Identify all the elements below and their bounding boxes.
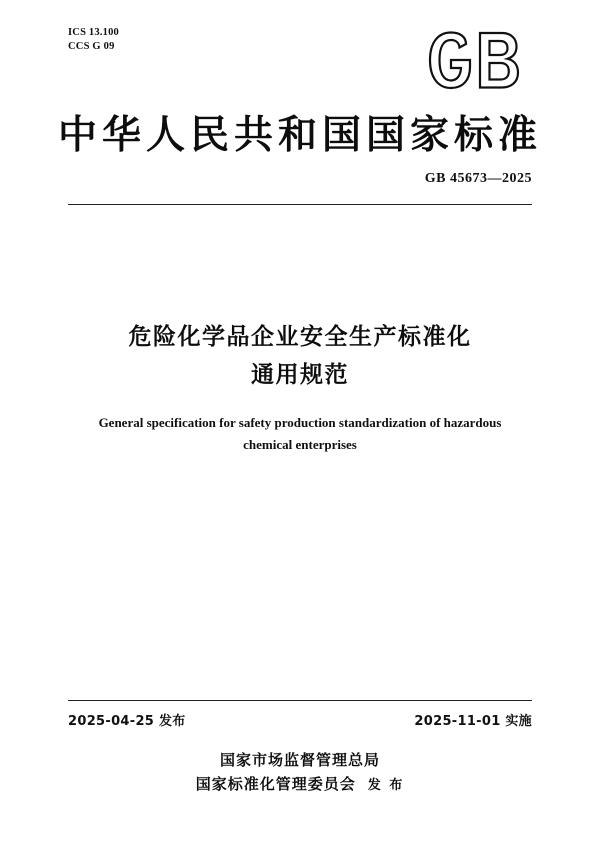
- implementation-date: 2025-11-01 实施: [414, 714, 532, 729]
- publish-label: 发 布: [367, 778, 405, 793]
- document-title-en-line2: chemical enterprises: [243, 437, 357, 452]
- issuing-authority-line2-row: [0, 772, 600, 798]
- document-title-cn-line2: 通用规范: [251, 362, 349, 388]
- gb-logo-icon: [422, 30, 532, 92]
- standard-number: GB 45673—2025: [424, 171, 532, 186]
- issuing-authority-line1: 国家市场监督管理总局: [219, 751, 380, 769]
- ics-code: ICS 13.100: [68, 27, 120, 38]
- national-standard-title: 中华人民共和国国家标准: [57, 113, 542, 158]
- issue-date: 2025-04-25 发布: [68, 714, 186, 729]
- issuing-authority-line2: 国家标准化管理委员会: [195, 775, 356, 793]
- document-title-en-line1: General specification for safety production standardization of hazardous: [98, 415, 502, 430]
- top-divider: [68, 204, 532, 205]
- document-title-cn: [60, 318, 540, 394]
- classification-codes: [68, 26, 119, 54]
- document-title-cn-line1: 危险化学品企业安全生产标准化: [128, 324, 472, 350]
- document-title-en: [86, 412, 514, 456]
- issuing-authority: [0, 748, 600, 798]
- ccs-code: CCS G 09: [68, 41, 115, 52]
- bottom-divider: [68, 700, 532, 701]
- cover-header: [68, 26, 532, 106]
